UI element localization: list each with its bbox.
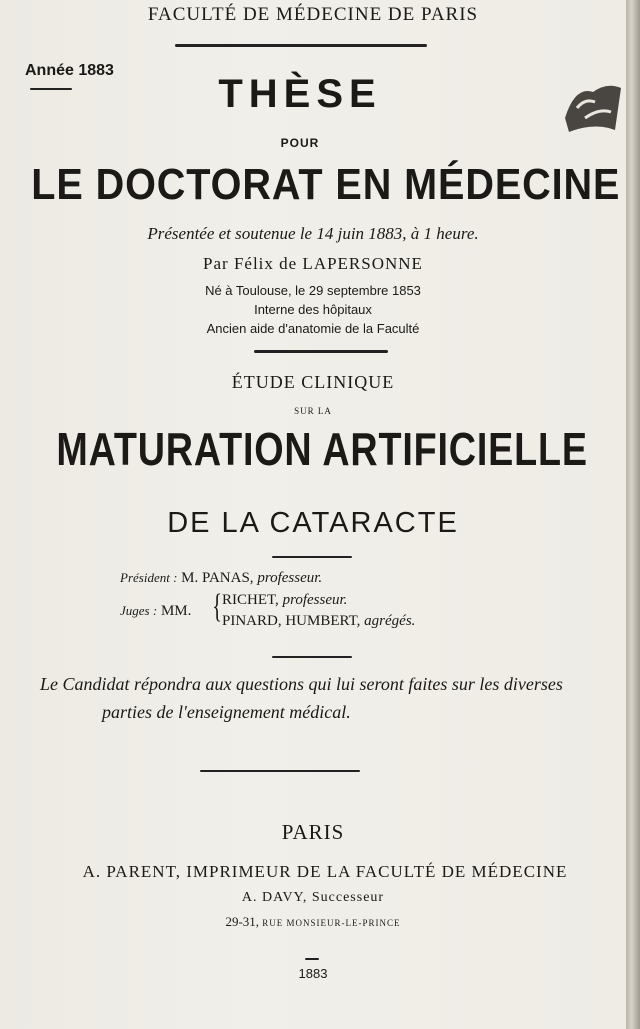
presentation-line: Présentée et soutenue le 14 juin 1883, à 1 heure. bbox=[147, 224, 479, 243]
judge1-row bbox=[222, 592, 347, 609]
top-rule bbox=[175, 44, 427, 47]
note-rule bbox=[272, 656, 352, 658]
city-label: PARIS bbox=[281, 820, 345, 844]
sur-la-label: SUR LA bbox=[294, 406, 332, 416]
address-line bbox=[0, 914, 626, 930]
candidate-note-line1: Le Candidat répondra aux questions qui lui seront faites sur les diverses bbox=[40, 674, 563, 694]
address-street: RUE MONSIEUR-LE-PRINCE bbox=[262, 918, 401, 928]
president-label: Président : bbox=[120, 570, 178, 585]
imprint-year: 1883 bbox=[298, 966, 328, 981]
judge2-names: PINARD, HUMBERT, bbox=[222, 613, 361, 629]
judge1-name: RICHET, bbox=[222, 592, 279, 608]
subject-subtitle: DE LA CATARACTE bbox=[167, 507, 459, 539]
birth-line: Né à Toulouse, le 29 septembre 1853 bbox=[205, 283, 421, 298]
thesis-title: THÈSE bbox=[218, 72, 382, 116]
address-number: 29-31, bbox=[225, 914, 260, 929]
year-label: Année 1883 bbox=[25, 62, 114, 79]
pour-label: POUR bbox=[280, 136, 320, 150]
president-prefix: M. bbox=[181, 570, 199, 586]
section-rule bbox=[254, 350, 388, 353]
book-spine-edge bbox=[626, 0, 640, 1029]
printer-line: A. PARENT, IMPRIMEUR DE LA FACULTÉ DE MÉDECINE bbox=[82, 862, 568, 881]
judges-row bbox=[120, 603, 191, 620]
judge2-role: agrégés. bbox=[364, 613, 416, 629]
judges-prefix: MM. bbox=[160, 603, 192, 619]
president-name: PANAS, bbox=[202, 570, 254, 586]
degree-heading: LE DOCTORAT EN MÉDECINE bbox=[31, 160, 621, 209]
library-stamp-icon bbox=[555, 78, 627, 138]
judge1-role: professeur. bbox=[282, 592, 348, 608]
president-role: professeur. bbox=[257, 570, 323, 586]
year-rule bbox=[305, 958, 319, 960]
successor-line: A. DAVY, Successeur bbox=[241, 890, 385, 905]
jury-rule bbox=[272, 556, 352, 558]
brace-icon: { bbox=[212, 588, 223, 625]
judge2-row bbox=[222, 613, 415, 630]
subject-title: MATURATION ARTIFICIELLE bbox=[56, 423, 588, 475]
candidate-note-line2: parties de l'enseignement médical. bbox=[102, 702, 351, 722]
candidate-note bbox=[40, 670, 620, 726]
author-line: Par Félix de LAPERSONNE bbox=[203, 254, 423, 273]
imprint-rule bbox=[200, 770, 360, 772]
intern-line: Interne des hôpitaux bbox=[254, 302, 372, 317]
president-row bbox=[120, 570, 322, 587]
former-position-line: Ancien aide d'anatomie de la Faculté bbox=[206, 321, 420, 336]
study-heading: ÉTUDE CLINIQUE bbox=[231, 372, 395, 392]
judges-label: Juges : bbox=[120, 603, 158, 618]
faculty-heading: FACULTÉ DE MÉDECINE DE PARIS bbox=[147, 4, 479, 25]
